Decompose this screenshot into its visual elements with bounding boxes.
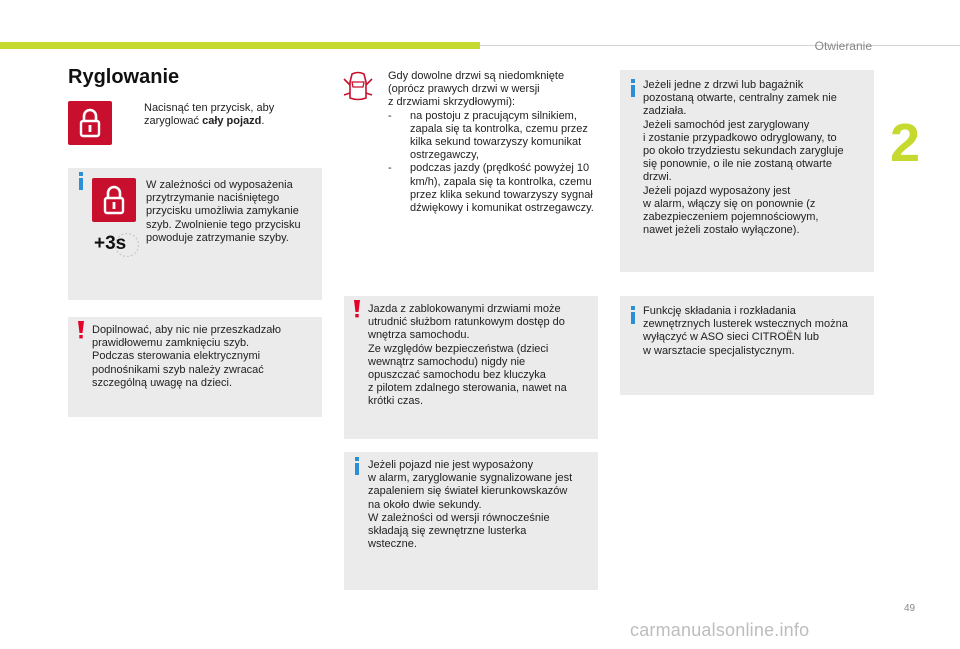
door-open-warning-icon <box>343 70 373 106</box>
lock-button-image <box>68 101 112 145</box>
chapter-color-bar <box>0 42 480 49</box>
list-item: - na postoju z pracującym silnikiem, zapala się ta kontrolka, czemu przez kilka sekund towarzyszy komunikat ostrzegawczy, <box>388 110 603 163</box>
info-icon <box>352 457 362 475</box>
step-text-bold: cały pojazd <box>202 115 262 128</box>
hold-duration-label: +3s <box>94 233 127 254</box>
header-rule <box>480 45 960 46</box>
watermark: carmanualsonline.info <box>630 620 810 640</box>
page-number: 49 <box>904 603 916 614</box>
list-item: - podczas jazdy (prędkość powyżej 10 km/h), zapala się ta kontrolka, czemu przez klika sekund towarzyszy sygnał dźwiękowy i komunikat ostrzegawczy. <box>388 162 603 215</box>
step-text: Nacisnąć ten przycisk, aby zaryglować <box>144 102 275 128</box>
info-mirrors-text: Funkcję składania i rozkładania zewnętrznych lusterek wstecznych można wyłączyć w ASO sieci CITROËN lub w warsztacie specjalistycznym. <box>643 305 848 357</box>
warning-icon <box>353 300 361 318</box>
padlock-icon <box>92 178 136 222</box>
warning-children-text: Dopilnować, aby nic nie przeszkadzało prawidłowemu zamknięciu szyb. Podczas sterowania elektrycznymi podnośnikami szyb należy zwracać szczególną uwagę na dzieci. <box>92 324 281 389</box>
warning-icon <box>77 321 85 339</box>
info-icon <box>76 172 86 190</box>
door-alert-text: Gdy dowolne drzwi są niedomknięte (oprócz prawych drzwi w wersji z drzwiami skrzydłowymi): - na postoju z pracującym silnikiem, zapala się ta kontrolka, czemu przez kilka sekund towarzyszy komunikat ostrzegawczy, - podczas jazdy (prędkość powyżej 10 km/h), zapala się ta kontrolka, czemu przez klika sekund towarzyszy sygnał dźwiękowy i komunikat ostrzegawczy. <box>388 70 603 215</box>
section-name: Otwieranie <box>814 39 872 53</box>
page-title: Ryglowanie <box>68 66 180 88</box>
info-icon <box>628 79 638 97</box>
info-icon <box>628 306 638 324</box>
padlock-icon <box>68 101 112 145</box>
info-alarm-text: Jeżeli pojazd nie jest wyposażony w alarm, zaryglowanie sygnalizowane jest zapaleniem się świateł kierunkowskazów na około dwie sekundy. W zależności od wersji równocześnie składają się zewnętrzne lusterka wsteczne. <box>368 459 573 551</box>
chapter-number: 2 <box>890 113 921 173</box>
warning-locked-text: Jazda z zablokowanymi drzwiami może utrudnić służbom ratunkowym dostęp do wnętrza samochodu. Ze względów bezpieczeństwa (dzieci wewnątrz samochodu) nigdy nie opuszczać samochodu bez kluczyka z pilotem zdalnego sterowania, nawet na krótki czas. <box>368 303 567 408</box>
lock-button-image <box>92 178 136 222</box>
lock-step-text: Nacisnąć ten przycisk, aby zaryglować cały pojazd. <box>144 102 275 128</box>
door-alert-list <box>388 110 603 216</box>
info-windows-text: W zależności od wyposażenia przytrzymanie naciśniętego przycisku umożliwia zamykanie szyb. Zwolnienie tego przycisku powoduje zatrzymanie szyby. <box>146 179 301 244</box>
info-relock-text: Jeżeli jedne z drzwi lub bagażnik pozostaną otwarte, centralny zamek nie zadziała. Jeżeli samochód jest zaryglowany i zostanie przypadkowo odryglowany, to po około trzydziestu sekundach zarygluje się ponownie, o ile nie zostaną otwarte drzwi. Jeżeli pojazd wyposażony jest w alarm, włączy się on ponownie (z zabezpieczeniem pojemnościowym, nawet jeżeli zostało wyłączone). <box>643 79 844 237</box>
hold-3-seconds-badge <box>94 230 140 260</box>
